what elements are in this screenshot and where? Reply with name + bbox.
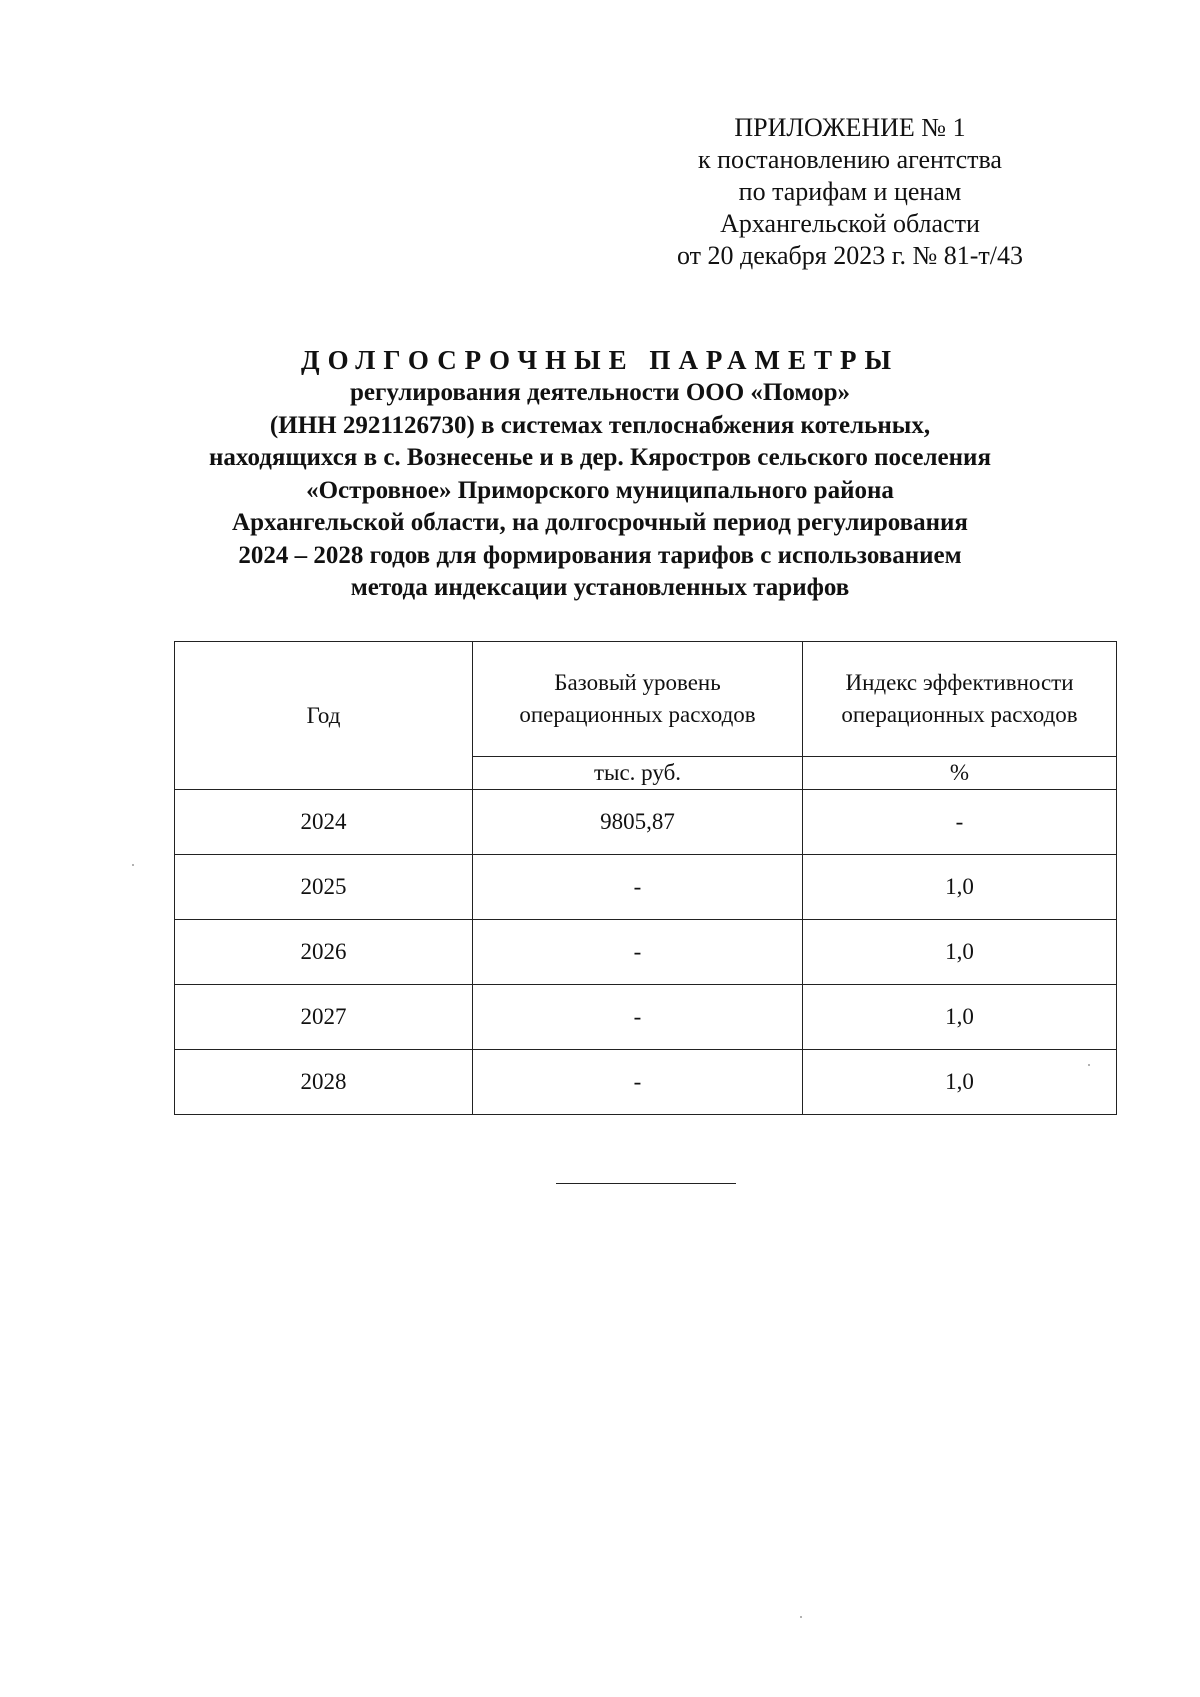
appendix-date: от 20 декабря 2023 г. № 81-т/43 <box>676 241 1024 270</box>
appendix-number: ПРИЛОЖЕНИЕ № 1 <box>734 113 966 142</box>
cell-year: 2028 <box>175 1050 473 1115</box>
title-line: Архангельской области, на долгосрочный период регулирования <box>232 509 968 536</box>
header-efficiency-line1: Индекс эффективности <box>845 670 1074 695</box>
cell-base-level: - <box>473 920 803 985</box>
appendix-header <box>640 112 1060 272</box>
header-base-level-line2: операционных расходов <box>519 702 756 727</box>
document-title <box>150 343 1050 605</box>
table-row <box>175 985 1117 1050</box>
parameters-table-wrapper <box>174 641 1116 1115</box>
table-header-row <box>175 642 1117 757</box>
header-year: Год <box>175 642 473 790</box>
title-line: регулирования деятельности ООО «Помор» <box>349 379 850 406</box>
cell-efficiency-index: 1,0 <box>803 855 1117 920</box>
unit-efficiency-index: % <box>803 757 1117 790</box>
cell-efficiency-index: 1,0 <box>803 1050 1117 1115</box>
table-row <box>175 920 1117 985</box>
cell-year: 2024 <box>175 790 473 855</box>
title-main: ДОЛГОСРОЧНЫЕ ПАРАМЕТРЫ <box>301 345 899 375</box>
table-row <box>175 855 1117 920</box>
appendix-agency: по тарифам и ценам <box>738 177 962 206</box>
table-row <box>175 1050 1117 1115</box>
scan-speck <box>1088 1064 1090 1066</box>
table-row <box>175 790 1117 855</box>
cell-efficiency-index: 1,0 <box>803 985 1117 1050</box>
cell-base-level: - <box>473 985 803 1050</box>
parameters-table <box>174 641 1117 1115</box>
title-line: находящихся в с. Вознесенье и в дер. Кяростров сельского поселения <box>209 444 991 471</box>
title-line: метода индексации установленных тарифов <box>350 574 850 601</box>
title-line: «Островное» Приморского муниципального района <box>306 476 894 504</box>
cell-year: 2027 <box>175 985 473 1050</box>
scan-speck <box>132 864 134 866</box>
end-of-document-rule <box>556 1183 736 1184</box>
cell-year: 2025 <box>175 855 473 920</box>
title-line: 2024 – 2028 годов для формирования тарифов с использованием <box>238 541 962 569</box>
scan-speck <box>800 1616 802 1618</box>
cell-base-level: - <box>473 1050 803 1115</box>
appendix-region: Архангельской области <box>720 209 980 238</box>
cell-base-level: - <box>473 855 803 920</box>
header-base-level <box>473 642 803 757</box>
cell-efficiency-index: 1,0 <box>803 920 1117 985</box>
cell-base-level: 9805,87 <box>473 790 803 855</box>
appendix-reference: к постановлению агентства <box>698 145 1002 174</box>
title-line: (ИНН 2921126730) в системах теплоснабжения котельных, <box>269 411 931 439</box>
cell-efficiency-index: - <box>803 790 1117 855</box>
cell-year: 2026 <box>175 920 473 985</box>
unit-base-level: тыс. руб. <box>473 757 803 790</box>
header-efficiency-index <box>803 642 1117 757</box>
header-base-level-line1: Базовый уровень <box>554 670 721 695</box>
header-efficiency-line2: операционных расходов <box>841 702 1078 727</box>
